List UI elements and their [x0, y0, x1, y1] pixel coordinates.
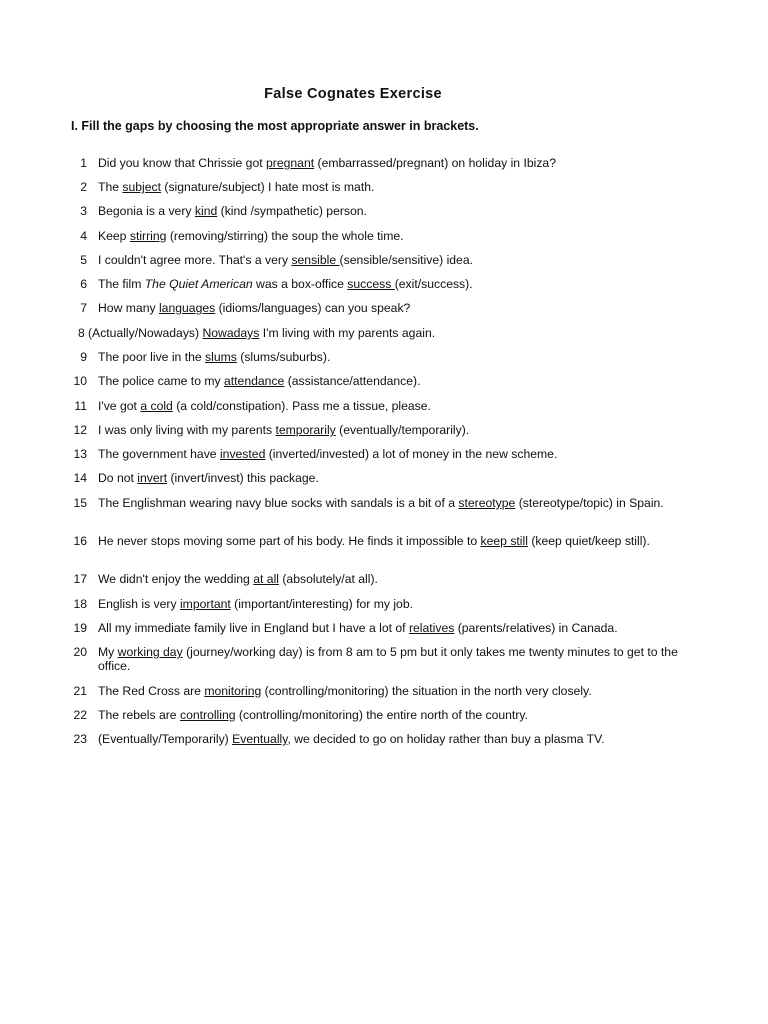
item-number: 14	[73, 471, 87, 485]
answer: relatives	[408, 621, 455, 635]
answer: Nowadays	[202, 326, 260, 340]
item-number: 20	[73, 645, 87, 659]
answer: stereotype	[458, 496, 516, 510]
answer: Eventually	[232, 732, 288, 746]
item-number: 21	[73, 684, 87, 698]
item-text: We didn't enjoy the wedding at all (absolutely/at all).	[98, 572, 378, 586]
item-text: The film The Quiet American was a box-office success (exit/success).	[98, 277, 473, 291]
film-title: The Quiet American	[144, 277, 253, 291]
answer: success	[347, 277, 395, 291]
answer: a cold	[140, 399, 173, 413]
item-number: 9	[80, 350, 87, 364]
answer: at all	[253, 572, 279, 586]
instruction-heading: I. Fill the gaps by choosing the most appropriate answer in brackets.	[71, 119, 479, 133]
item-number: 12	[73, 423, 87, 437]
item-text: Did you know that Chrissie got pregnant (embarrassed/pregnant) on holiday in Ibiza?	[98, 156, 556, 170]
item-text: Begonia is a very kind (kind /sympathetic) person.	[98, 204, 367, 218]
item-text: I couldn't agree more. That's a very sensible (sensible/sensitive) idea.	[98, 253, 473, 267]
item-text: My working day (journey/working day) is from 8 am to 5 pm but it only takes me twenty minutes to get to the office.	[98, 645, 678, 673]
item-text: He never stops moving some part of his body. He finds it impossible to keep still (keep quiet/keep still).	[98, 534, 650, 548]
item-number: 16	[73, 534, 87, 548]
item-text: (Eventually/Temporarily) Eventually, we decided to go on holiday rather than buy a plasma TV.	[98, 732, 605, 746]
item-text: Keep stirring (removing/stirring) the soup the whole time.	[98, 229, 404, 243]
item-text: The police came to my attendance (assistance/attendance).	[98, 374, 421, 388]
answer: pregnant	[266, 156, 315, 170]
item-text: English is very important (important/interesting) for my job.	[98, 597, 413, 611]
item-number: 10	[73, 374, 87, 388]
item-text: All my immediate family live in England but I have a lot of relatives (parents/relatives) in Canada.	[98, 621, 618, 635]
answer: attendance	[224, 374, 285, 388]
answer: invert	[137, 471, 168, 485]
item-text: Do not invert (invert/invest) this package.	[98, 471, 319, 485]
answer: invested	[219, 447, 266, 461]
item-text: The Englishman wearing navy blue socks with sandals is a bit of a stereotype (stereotype/topic) in Spain.	[98, 496, 664, 510]
item-text: The poor live in the slums (slums/suburbs).	[98, 350, 331, 364]
item-number: 22	[73, 708, 87, 722]
item-text: The Red Cross are monitoring (controlling/monitoring) the situation in the north very closely.	[98, 684, 592, 698]
item-number: 18	[73, 597, 87, 611]
answer: kind	[194, 204, 218, 218]
answer: stirring	[129, 229, 167, 243]
item-text: I've got a cold (a cold/constipation). Pass me a tissue, please.	[98, 399, 431, 413]
item-text: I was only living with my parents temporarily (eventually/temporarily).	[98, 423, 470, 437]
item-text: The subject (signature/subject) I hate most is math.	[98, 180, 375, 194]
document-title: False Cognates Exercise	[264, 86, 442, 102]
answer: important	[179, 597, 231, 611]
item-number: 17	[73, 572, 87, 586]
item-text: (Actually/Nowadays) Nowadays I'm living with my parents again.	[88, 326, 436, 340]
answer: temporarily	[275, 423, 336, 437]
item-number: 3	[80, 204, 87, 218]
answer: sensible	[291, 253, 340, 267]
item-text: The government have invested (inverted/invested) a lot of money in the new scheme.	[98, 447, 558, 461]
answer: controlling	[179, 708, 236, 722]
item-number: 11	[74, 399, 87, 413]
item-number: 5	[80, 253, 87, 267]
item-number: 4	[80, 229, 87, 243]
answer: keep still	[480, 534, 528, 548]
item-number: 19	[73, 621, 87, 635]
answer: monitoring	[204, 684, 262, 698]
item-number: 6	[80, 277, 87, 291]
item-text: The rebels are controlling (controlling/monitoring) the entire north of the country.	[98, 708, 528, 722]
item-number: 7	[80, 301, 87, 315]
item-number: 15	[73, 496, 87, 510]
item-number: 8	[78, 326, 85, 340]
answer: languages	[158, 301, 216, 315]
answer: slums	[205, 350, 237, 364]
item-number: 23	[73, 732, 87, 746]
item-number: 1	[80, 156, 87, 170]
item-number: 13	[73, 447, 87, 461]
answer: working day	[117, 645, 183, 659]
item-number: 2	[80, 180, 87, 194]
item-text: How many languages (idioms/languages) can you speak?	[98, 301, 411, 315]
answer: subject	[122, 180, 162, 194]
